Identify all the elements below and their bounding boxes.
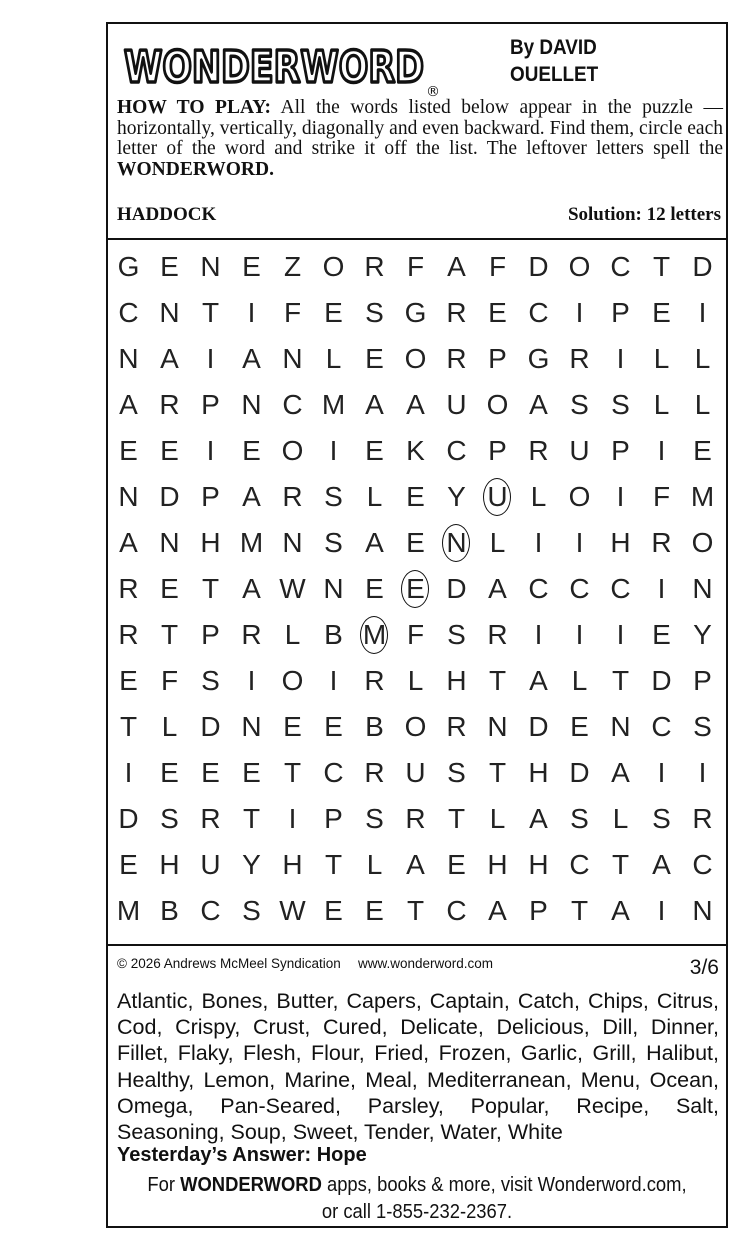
grid-letter[interactable]: N [159, 527, 180, 558]
grid-letter[interactable]: C [282, 389, 303, 420]
grid-letter[interactable]: L [325, 343, 342, 374]
grid-letter[interactable]: A [529, 665, 548, 696]
logo-text: WONDERWORD [124, 42, 424, 93]
grid-letter[interactable]: P [693, 665, 712, 696]
grid-letter[interactable]: T [160, 619, 179, 650]
grid-letter[interactable]: R [569, 343, 590, 374]
grid-letter[interactable]: L [571, 665, 588, 696]
grid-letter[interactable]: S [242, 895, 261, 926]
grid-letter-circled[interactable]: U [477, 474, 518, 520]
grid-letter[interactable]: P [324, 803, 343, 834]
grid-letter[interactable]: C [610, 251, 631, 282]
grid-letter[interactable]: S [365, 297, 384, 328]
grid-letter[interactable]: R [282, 481, 303, 512]
grid-letter[interactable]: I [124, 757, 133, 788]
grid-letter[interactable]: F [488, 251, 507, 282]
grid-letter[interactable]: C [323, 757, 344, 788]
grid-letter[interactable]: N [118, 481, 139, 512]
grid-letter[interactable]: L [530, 481, 547, 512]
grid-letter[interactable]: R [528, 435, 549, 466]
grid-letter[interactable]: F [160, 665, 179, 696]
solution-length: Solution: 12 letters [567, 204, 721, 225]
grid-letter[interactable]: E [119, 665, 138, 696]
grid-letter[interactable]: S [365, 803, 384, 834]
grid-letter[interactable]: O [281, 435, 304, 466]
grid-letter[interactable]: I [329, 665, 338, 696]
grid-letter[interactable]: A [406, 389, 425, 420]
grid-letter-circled[interactable]: M [354, 612, 395, 658]
grid-letter[interactable]: T [447, 803, 466, 834]
grid-letter[interactable]: A [242, 481, 261, 512]
grid-letter[interactable]: L [489, 527, 506, 558]
grid-letter[interactable]: L [489, 803, 506, 834]
grid-letter[interactable]: T [283, 757, 302, 788]
grid-letter[interactable]: D [200, 711, 221, 742]
byline-line-1: By DAVID [510, 36, 597, 59]
grid-letter[interactable]: H [200, 527, 221, 558]
grid-letter[interactable]: H [528, 849, 549, 880]
grid-letter[interactable]: C [610, 573, 631, 604]
grid-letter[interactable]: E [283, 711, 302, 742]
how-to-play-label: HOW TO PLAY: [117, 97, 272, 118]
grid-letter[interactable]: F [406, 619, 425, 650]
copyright: © 2026 Andrews McMeel Syndication [117, 956, 341, 971]
grid-letter[interactable]: A [611, 895, 630, 926]
grid-letter[interactable]: T [488, 757, 507, 788]
grid-letter[interactable]: R [405, 803, 426, 834]
grid-letter[interactable]: E [365, 895, 384, 926]
grid-letter[interactable]: C [118, 297, 139, 328]
grid-letter[interactable]: S [201, 665, 220, 696]
grid-letter[interactable]: E [406, 481, 425, 512]
grid-letter[interactable]: A [488, 895, 507, 926]
grid-letter[interactable]: U [405, 757, 426, 788]
grid-letter[interactable]: E [365, 435, 384, 466]
grid-letter[interactable]: P [201, 389, 220, 420]
grid-letter[interactable]: O [691, 527, 714, 558]
grid-letter[interactable]: C [446, 895, 467, 926]
grid-letter[interactable]: H [282, 849, 303, 880]
grid-letter[interactable]: L [407, 665, 424, 696]
grid-letter[interactable]: N [241, 389, 262, 420]
grid-letter[interactable]: F [652, 481, 671, 512]
yesterdays-answer: Yesterday’s Answer: Hope [117, 1144, 367, 1166]
grid-letter[interactable]: P [201, 481, 220, 512]
grid-letter[interactable]: H [446, 665, 467, 696]
grid-letter[interactable]: I [616, 343, 625, 374]
grid-letter[interactable]: I [534, 527, 543, 558]
word-list: Atlantic, Bones, Butter, Capers, Captain, Catch, Chips, Citrus, Cod, Crispy, Crust, Cured, Delicate, Delicious, Dill, Dinner, Fillet, Flaky, Flesh, Flour, Fried, Frozen, Garlic, Grill, Halibut, Healthy, Lemon, Marine, Meal, Mediterranean, Menu, Ocean, Omega, Pan-Seared, Parsley, Popular, Recipe, Salt, Seasoning, Soup, Sweet, Tender, Water, White [117, 989, 719, 1145]
grid-letter[interactable]: A [529, 803, 548, 834]
grid-letter[interactable]: I [616, 619, 625, 650]
grid-letter[interactable]: E [447, 849, 466, 880]
grid-letter[interactable]: I [698, 757, 707, 788]
promo-line-1: For WONDERWORD apps, books & more, visit Wonderword.com, [147, 1174, 687, 1196]
grid-letter[interactable]: P [611, 435, 630, 466]
grid-letter[interactable]: E [652, 619, 671, 650]
puzzle-date: 3/6 [689, 956, 719, 979]
grid-letter[interactable]: T [611, 849, 630, 880]
grid-letter[interactable]: C [651, 711, 672, 742]
grid-letter[interactable]: N [323, 573, 344, 604]
grid-letter[interactable]: L [653, 343, 670, 374]
grid-letter[interactable]: L [694, 389, 711, 420]
grid-letter[interactable]: A [119, 527, 138, 558]
grid-letter[interactable]: T [652, 251, 671, 282]
grid-letter[interactable]: Z [283, 251, 302, 282]
how-to-play-wonderword: WONDERWORD. [117, 158, 274, 180]
grid-letter[interactable]: H [159, 849, 180, 880]
grid-letter[interactable]: Y [693, 619, 712, 650]
grid-letter[interactable]: D [528, 251, 549, 282]
grid-letter[interactable]: W [279, 573, 306, 604]
grid-letter[interactable]: U [569, 435, 590, 466]
grid-letter[interactable]: A [119, 389, 138, 420]
grid-letter[interactable]: N [118, 343, 139, 374]
grid-letter[interactable]: C [528, 573, 549, 604]
grid-letter[interactable]: A [242, 573, 261, 604]
grid-letter-circled[interactable]: E [395, 566, 436, 612]
grid-letter[interactable]: T [324, 849, 343, 880]
grid-letter[interactable]: A [365, 389, 384, 420]
grid-letter[interactable]: P [529, 895, 548, 926]
grid-letter[interactable]: C [569, 849, 590, 880]
grid-letter[interactable]: L [284, 619, 301, 650]
grid-letter[interactable]: D [118, 803, 139, 834]
grid-letter[interactable]: N [692, 895, 713, 926]
grid-letter[interactable]: E [324, 711, 343, 742]
grid-letter[interactable]: O [486, 389, 509, 420]
grid-letter[interactable]: S [324, 481, 343, 512]
grid-letter[interactable]: M [239, 527, 264, 558]
grid-letter[interactable]: I [575, 527, 584, 558]
promo-text [133, 1172, 702, 1226]
grid-letter[interactable]: A [611, 757, 630, 788]
grid-letter[interactable]: E [693, 435, 712, 466]
grid-letter[interactable]: R [446, 711, 467, 742]
grid-letter[interactable]: S [693, 711, 712, 742]
grid-letter[interactable]: E [119, 849, 138, 880]
grid-letter[interactable]: D [692, 251, 713, 282]
registered-mark: ® [426, 84, 440, 100]
grid-letter[interactable]: T [201, 573, 220, 604]
grid-letter[interactable]: R [118, 573, 139, 604]
grid-letter[interactable]: B [365, 711, 384, 742]
grid-letter[interactable]: A [242, 343, 261, 374]
grid-letter[interactable]: E [488, 297, 507, 328]
grid-letter[interactable]: R [487, 619, 508, 650]
grid-letter[interactable]: R [118, 619, 139, 650]
grid-letter[interactable]: N [159, 297, 180, 328]
grid-letter[interactable]: I [657, 757, 666, 788]
grid-letter[interactable]: A [160, 343, 179, 374]
grid-letter[interactable]: H [610, 527, 631, 558]
grid-letter[interactable]: L [694, 343, 711, 374]
grid-letter[interactable]: L [612, 803, 629, 834]
grid-letter[interactable]: E [201, 757, 220, 788]
grid-letter[interactable]: B [160, 895, 179, 926]
grid-letter[interactable]: E [242, 251, 261, 282]
byline [510, 34, 598, 88]
grid-letter[interactable]: R [692, 803, 713, 834]
grid-letter[interactable]: I [534, 619, 543, 650]
grid-letter[interactable]: I [206, 343, 215, 374]
promo-brand: WONDERWORD [180, 1174, 322, 1196]
grid-letter[interactable]: I [698, 297, 707, 328]
grid-letter[interactable]: F [283, 297, 302, 328]
grid-letter[interactable]: O [404, 711, 427, 742]
grid-letter[interactable]: S [324, 527, 343, 558]
grid-letter[interactable]: I [657, 573, 666, 604]
wonderword-logo [120, 32, 440, 104]
grid-letter[interactable]: E [324, 297, 343, 328]
grid-letter[interactable]: E [652, 297, 671, 328]
how-to-play-text: All the words listed below appear in the puzzle — horizontally, vertically, diagonally and even backward. Find them, circle each letter of the word and strike it off the list. The leftover letters spell the [117, 97, 723, 159]
grid-letter[interactable]: R [200, 803, 221, 834]
grid-letter[interactable]: L [161, 711, 178, 742]
grid-letter[interactable]: H [487, 849, 508, 880]
grid-letter[interactable]: O [281, 665, 304, 696]
grid-letter[interactable]: U [200, 849, 221, 880]
grid-letter[interactable]: M [690, 481, 715, 512]
grid-letter[interactable]: N [692, 573, 713, 604]
grid-letter[interactable]: I [657, 435, 666, 466]
grid-letter[interactable]: E [570, 711, 589, 742]
grid-letter[interactable]: T [201, 297, 220, 328]
grid-letter[interactable]: R [159, 389, 180, 420]
grid-letter[interactable]: A [488, 573, 507, 604]
grid-letter[interactable]: S [570, 389, 589, 420]
grid-letter[interactable]: H [528, 757, 549, 788]
divider [108, 238, 726, 240]
grid-letter[interactable]: E [160, 573, 179, 604]
grid-letter[interactable]: O [322, 251, 345, 282]
grid-letter[interactable]: E [119, 435, 138, 466]
grid-letter[interactable]: S [570, 803, 589, 834]
grid-letter[interactable]: D [651, 665, 672, 696]
grid-letter[interactable]: R [241, 619, 262, 650]
grid-letter[interactable]: R [364, 251, 385, 282]
grid-letter[interactable]: R [446, 297, 467, 328]
grid-letter[interactable]: I [288, 803, 297, 834]
grid-letter[interactable]: A [529, 389, 548, 420]
grid-letter[interactable]: I [247, 297, 256, 328]
byline-line-2: OUELLET [510, 63, 599, 86]
grid-letter[interactable]: N [200, 251, 221, 282]
grid-letter[interactable]: U [446, 389, 467, 420]
puzzle-title: HADDOCK [117, 204, 217, 225]
grid-letter[interactable]: S [160, 803, 179, 834]
grid-letter[interactable]: I [575, 297, 584, 328]
grid-letter[interactable]: P [488, 343, 507, 374]
grid-letter[interactable]: A [652, 849, 671, 880]
grid-letter[interactable]: P [488, 435, 507, 466]
grid-letter[interactable]: B [324, 619, 343, 650]
grid-letter[interactable]: N [282, 343, 303, 374]
grid-letter[interactable]: A [406, 849, 425, 880]
grid-letter[interactable]: I [247, 665, 256, 696]
grid-letter[interactable]: T [406, 895, 425, 926]
grid-letter[interactable]: N [610, 711, 631, 742]
grid-letter[interactable]: N [487, 711, 508, 742]
grid-letter[interactable]: C [528, 297, 549, 328]
letter-grid [108, 242, 726, 942]
grid-letter[interactable]: A [447, 251, 466, 282]
grid-letter[interactable]: Y [447, 481, 466, 512]
grid-letter[interactable]: S [652, 803, 671, 834]
grid-letter[interactable]: E [365, 343, 384, 374]
grid-letter[interactable]: E [406, 527, 425, 558]
grid-letter[interactable]: E [160, 757, 179, 788]
grid-letter[interactable]: R [446, 343, 467, 374]
grid-letter[interactable]: O [404, 343, 427, 374]
website-link[interactable]: www.wonderword.com [358, 956, 494, 971]
divider [108, 944, 726, 946]
grid-letter[interactable]: P [201, 619, 220, 650]
grid-letter[interactable]: D [446, 573, 467, 604]
grid-letter[interactable]: T [119, 711, 138, 742]
grid-letter[interactable]: I [575, 619, 584, 650]
grid-letter[interactable]: M [116, 895, 141, 926]
grid-letter[interactable]: E [324, 895, 343, 926]
grid-letter[interactable]: E [160, 435, 179, 466]
grid-letter[interactable]: D [569, 757, 590, 788]
grid-letter[interactable]: E [242, 757, 261, 788]
grid-letter[interactable]: T [611, 665, 630, 696]
grid-letter[interactable]: F [406, 251, 425, 282]
grid-letter[interactable]: R [651, 527, 672, 558]
grid-letter[interactable]: E [365, 573, 384, 604]
grid-letter[interactable]: C [446, 435, 467, 466]
grid-letter[interactable]: S [447, 757, 466, 788]
grid-letter[interactable]: I [616, 481, 625, 512]
grid-letter[interactable]: C [569, 573, 590, 604]
grid-letter[interactable]: Y [242, 849, 261, 880]
grid-letter[interactable]: G [117, 251, 140, 282]
how-to-play [117, 98, 723, 180]
grid-letter[interactable]: E [242, 435, 261, 466]
grid-letter[interactable]: N [282, 527, 303, 558]
grid-letter[interactable]: K [406, 435, 425, 466]
grid-letter[interactable]: E [160, 251, 179, 282]
grid-letter[interactable]: C [200, 895, 221, 926]
grid-letter-circled[interactable]: N [436, 520, 477, 566]
grid-letter[interactable]: L [366, 481, 383, 512]
grid-letter[interactable]: S [611, 389, 630, 420]
grid-letter[interactable]: G [527, 343, 550, 374]
grid-letter[interactable]: L [653, 389, 670, 420]
grid-letter[interactable]: R [364, 665, 385, 696]
grid-letter[interactable]: S [447, 619, 466, 650]
grid-letter[interactable]: R [364, 757, 385, 788]
grid-letter[interactable]: I [329, 435, 338, 466]
grid-letter[interactable]: O [568, 481, 591, 512]
grid-letter[interactable]: C [692, 849, 713, 880]
grid-letter[interactable]: P [611, 297, 630, 328]
grid-letter[interactable]: T [242, 803, 261, 834]
puzzle-header [108, 24, 726, 240]
grid-letter[interactable]: I [206, 435, 215, 466]
grid-letter[interactable]: M [321, 389, 346, 420]
grid-letter[interactable]: G [404, 297, 427, 328]
grid-letter[interactable]: T [570, 895, 589, 926]
grid-letter[interactable]: L [366, 849, 383, 880]
grid-letter[interactable]: A [365, 527, 384, 558]
grid-letter[interactable]: D [528, 711, 549, 742]
grid-letter[interactable]: I [657, 895, 666, 926]
grid-letter[interactable]: N [241, 711, 262, 742]
grid-letter[interactable]: W [279, 895, 306, 926]
grid-letter[interactable]: D [159, 481, 180, 512]
promo-line-2: or call 1-855-232-2367. [321, 1201, 513, 1223]
grid-letter[interactable]: T [488, 665, 507, 696]
puzzle-frame [106, 22, 728, 1228]
grid-letter[interactable]: O [568, 251, 591, 282]
